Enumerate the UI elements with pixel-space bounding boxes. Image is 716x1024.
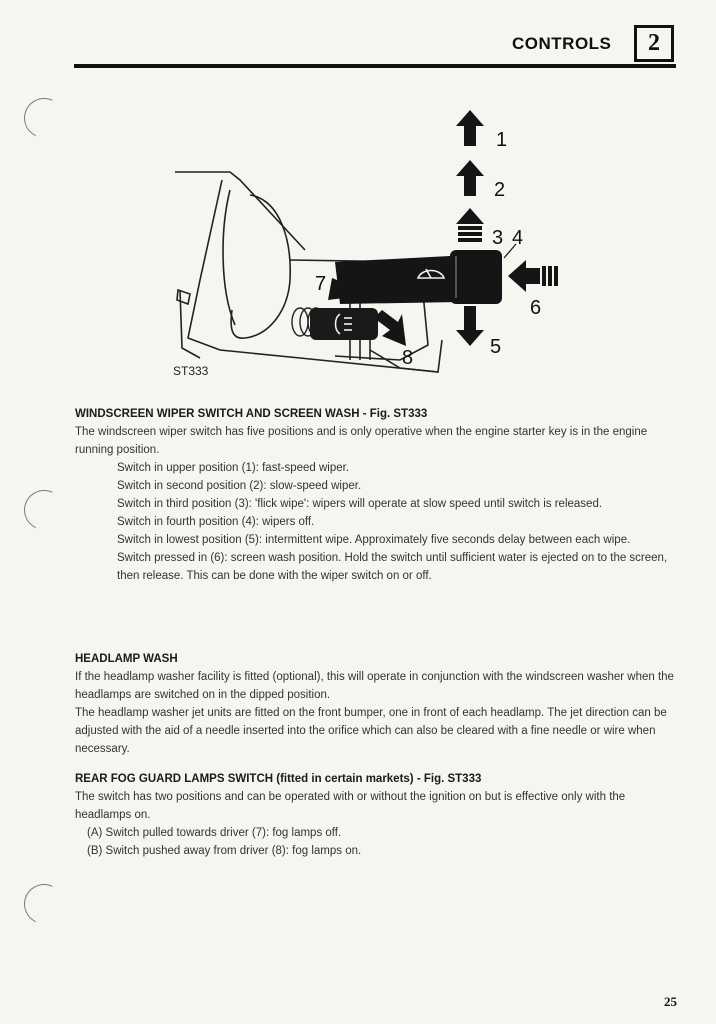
wiper-item: Switch in third position (3): 'flick wipe': wipers will operate at slow speed until switch is released.	[117, 498, 603, 510]
headlamp-heading: HEADLAMP WASH	[75, 653, 178, 665]
fog-section	[75, 770, 680, 860]
wiper-switch-illustration	[160, 110, 590, 380]
position-label-1: 1	[496, 129, 508, 151]
page-number: 25	[664, 994, 677, 1009]
fog-item: (B) Switch pushed away from driver (8): fog lamps on.	[87, 845, 362, 857]
headlamp-section	[75, 650, 680, 758]
position-label-3: 3	[492, 227, 504, 249]
position-label-2: 2	[494, 179, 506, 201]
wiper-section	[75, 405, 680, 585]
chapter-number-box: 2	[634, 25, 674, 62]
position-label-8: 8	[402, 347, 414, 369]
wiper-item: Switch in second position (2): slow-speed wiper.	[117, 480, 362, 492]
wiper-switch-figure	[160, 110, 590, 380]
fog-item: (A) Switch pulled towards driver (7): fog lamps off.	[87, 827, 342, 839]
headlamp-paragraph: If the headlamp washer facility is fitted (optional), this will operate in conjunction with the windscreen washer when the headlamps are switched on in the dipped position.	[75, 671, 674, 701]
fog-heading: REAR FOG GUARD LAMPS SWITCH (fitted in certain markets) - Fig. ST333	[75, 773, 482, 785]
binder-hole	[18, 484, 69, 535]
section-title: CONTROLS	[512, 34, 612, 53]
position-label-5: 5	[490, 336, 502, 358]
wiper-item: Switch in upper position (1): fast-speed wiper.	[117, 462, 350, 474]
position-label-6: 6	[530, 297, 542, 319]
binder-hole	[18, 878, 69, 929]
wiper-item: Switch in fourth position (4): wipers off.	[117, 516, 315, 528]
wiper-item: Switch pressed in (6): screen wash position. Hold the switch until sufficient water is ejected on to the screen, then release. This can be done with the wiper switch on or off.	[117, 552, 668, 582]
headlamp-paragraph: The headlamp washer jet units are fitted on the front bumper, one in front of each headlamp. The jet direction can be adjusted with the aid of a needle inserted into the orifice which can also be cleared with a fine needle or wire when necessary.	[75, 707, 667, 755]
header-divider	[74, 64, 676, 68]
figure-id: ST333	[173, 364, 209, 378]
wiper-intro: The windscreen wiper switch has five positions and is only operative when the engine starter key is in the engine running position.	[75, 426, 648, 456]
binder-hole	[18, 92, 69, 143]
fog-intro: The switch has two positions and can be operated with or without the ignition on but is effective only with the headlamps on.	[75, 791, 626, 821]
position-label-4: 4	[512, 227, 524, 249]
wiper-heading: WINDSCREEN WIPER SWITCH AND SCREEN WASH - Fig. ST333	[75, 408, 428, 420]
position-label-7: 7	[315, 273, 327, 295]
wiper-item: Switch in lowest position (5): intermittent wipe. Approximately five seconds delay between each wipe.	[117, 534, 631, 546]
